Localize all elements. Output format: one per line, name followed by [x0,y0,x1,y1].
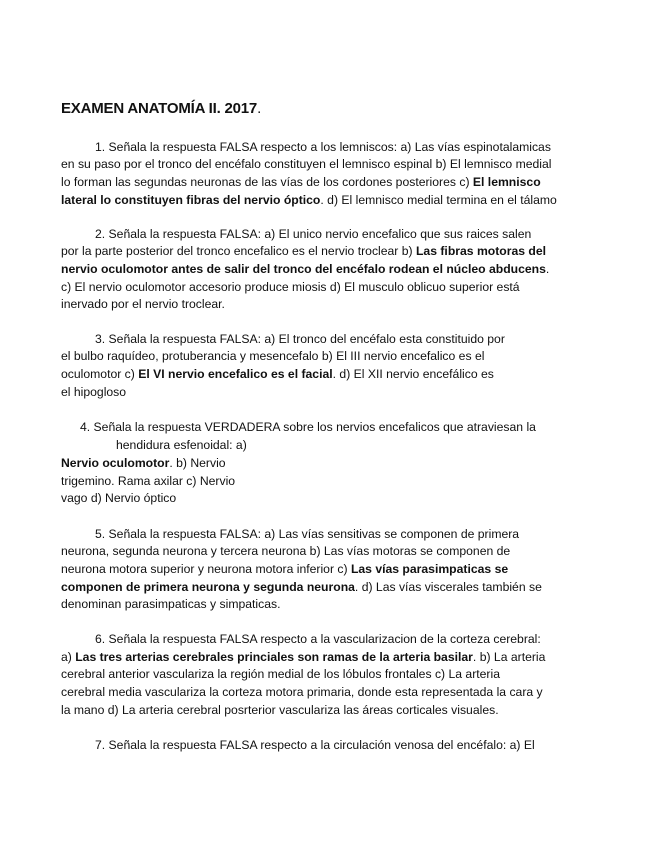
text-line: neurona, segunda neurona y tercera neurona b) Las vías motoras se componen de [61,544,511,558]
text-line: 6. Señala la respuesta FALSA respecto a la vascularizacion de la corteza cerebral: [95,632,541,646]
text-line: 5. Señala la respuesta FALSA: a) Las vías sensitivas se componen de primera [95,527,520,541]
correct-answer: El VI nervio encefalico es el facial [138,367,333,381]
text-line: en su paso por el tronco del encéfalo constituyen el lemnisco espinal b) El lemnisco medial [61,157,552,171]
correct-answer: nervio oculomotor antes de salir del tronco del encéfalo rodean el núcleo abducens [61,262,546,276]
text-line: trigemino. Rama axilar c) Nervio [61,474,236,488]
text-line: el bulbo raquídeo, protuberancia y mesencefalo b) El III nervio encefalico es el [61,349,485,363]
correct-answer: Nervio oculomotor [61,456,170,470]
text-line: el hipogloso [61,385,127,399]
text-line: por la parte posterior del tronco encefalico es el nervio troclear b) Las fibras motoras del [61,244,547,258]
text-line: denominan parasimpaticas y simpaticas. [61,597,281,611]
text-line: nervio oculomotor antes de salir del tronco del encéfalo rodean el núcleo abducens. [61,262,550,276]
text-line: cerebral anterior vasculariza la región medial de los lóbulos frontales c) La arteria [61,667,500,681]
correct-answer: Las tres arterias cerebrales princiales son ramas de la arteria basilar [75,650,473,664]
text-line: c) El nervio oculomotor accesorio produce miosis d) El musculo oblicuo superior está [61,280,520,294]
text-line: 3. Señala la respuesta FALSA: a) El tronco del encéfalo esta constituido por [95,332,505,346]
text-line: 1. Señala la respuesta FALSA respecto a los lemniscos: a) Las vías espinotalamicas [95,140,551,154]
text-line: vago d) Nervio óptico [61,491,177,505]
text-line: cerebral media vasculariza la corteza motora primaria, donde esta representada la cara y [61,685,543,699]
text-line: 4. Señala la respuesta VERDADERA sobre los nervios encefalicos que atraviesan la [80,420,536,434]
correct-answer: lateral lo constituyen fibras del nervio óptico [61,193,321,207]
text-line: Nervio oculomotor. b) Nervio [61,456,226,470]
text-line: oculomotor c) El VI nervio encefalico es el facial. d) El XII nervio encefálico es [61,367,494,381]
text-line: inervado por el nervio troclear. [61,297,225,311]
text-line: neurona motora superior y neurona motora inferior c) Las vías parasimpaticas se [61,562,509,576]
correct-answer: componen de primera neurona y segunda neurona [61,580,355,594]
correct-answer: Las fibras motoras del [415,244,547,258]
text-line: a) Las tres arterias cerebrales princiales son ramas de la arteria basilar. b) La arteria [61,650,546,664]
text-line: la mano d) La arteria cerebral posrterior vasculariza las áreas corticales visuales. [61,703,499,717]
text-line: lo forman las segundas neuronas de las vías de los cordones posteriores c) El lemnisco [61,175,541,189]
correct-answer: El lemnisco [472,175,541,189]
text-line: hendidura esfenoidal: a) [116,438,247,452]
text-line: 2. Señala la respuesta FALSA: a) El unico nervio encefalico que sus raices salen [95,227,532,241]
text-line: 7. Señala la respuesta FALSA respecto a la circulación venosa del encéfalo: a) El [95,738,535,752]
page-title: EXAMEN ANATOMÍA II. 2017. [61,100,262,117]
correct-answer: Las vías parasimpaticas se [350,562,509,576]
text-line: componen de primera neurona y segunda neurona. d) Las vías viscerales también se [61,580,542,594]
text-line: lateral lo constituyen fibras del nervio óptico. d) El lemnisco medial termina en el tálamo [61,193,557,207]
